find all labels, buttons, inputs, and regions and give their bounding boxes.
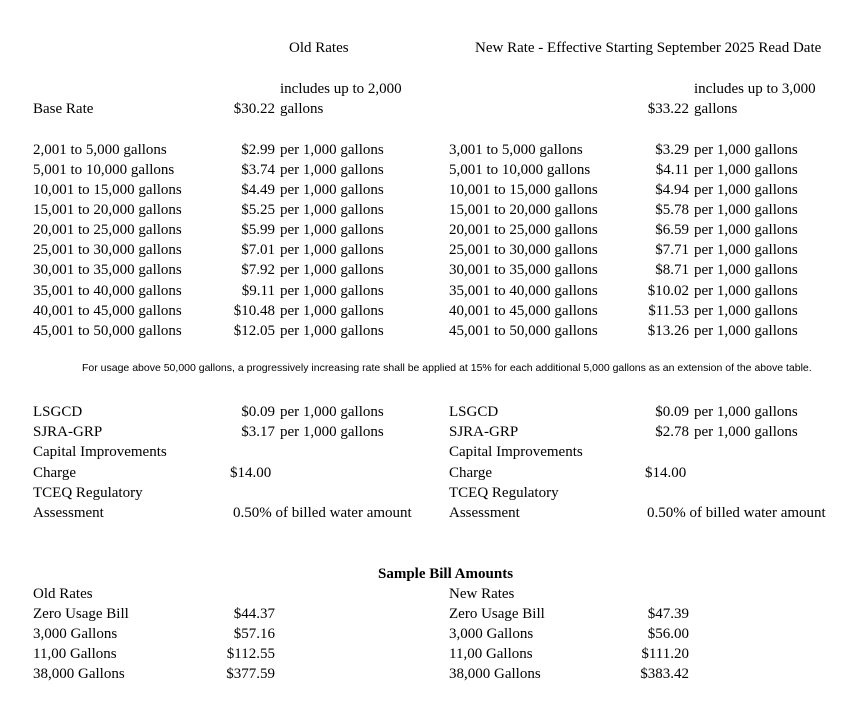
new-capital-label-line2: Charge (449, 465, 493, 481)
new-rates-header: New Rate - Effective Starting September 2025 Read Date (475, 40, 822, 56)
tier-price: $6.59 (655, 222, 689, 238)
sample-amount: $111.20 (641, 646, 689, 662)
tier-range: 15,001 to 20,000 gallons (449, 202, 598, 218)
tier-unit: per 1,000 gallons (694, 182, 798, 198)
tier-unit: per 1,000 gallons (694, 303, 798, 319)
new-base-includes: includes up to 3,000 (694, 81, 816, 97)
sample-label: 38,000 Gallons (33, 666, 125, 682)
tier-range: 5,001 to 10,000 gallons (449, 162, 591, 178)
tier-price: $5.99 (241, 222, 275, 238)
old-sjra-price: $3.17 (241, 424, 275, 440)
old-base-amount: $30.22 (233, 101, 275, 117)
old-lsgcd-unit: per 1,000 gallons (280, 404, 384, 420)
old-tceq-amount: 0.50% of billed water amount (233, 505, 412, 521)
tier-price: $4.11 (655, 162, 689, 178)
new-sjra-label: SJRA-GRP (449, 424, 519, 440)
tier-range: 35,001 to 40,000 gallons (33, 283, 182, 299)
sample-amount: $44.37 (233, 606, 275, 622)
tier-price: $7.01 (241, 242, 275, 258)
tier-unit: per 1,000 gallons (694, 162, 798, 178)
tier-price: $4.49 (241, 182, 275, 198)
tier-price: $12.05 (233, 323, 275, 339)
sample-label: 11,00 Gallons (449, 646, 533, 662)
new-lsgcd-unit: per 1,000 gallons (694, 404, 798, 420)
tier-range: 25,001 to 30,000 gallons (449, 242, 598, 258)
old-lsgcd-price: $0.09 (241, 404, 275, 420)
old-sjra-unit: per 1,000 gallons (280, 424, 384, 440)
sample-label: 11,00 Gallons (33, 646, 117, 662)
tier-unit: per 1,000 gallons (280, 182, 384, 198)
tier-price: $7.92 (241, 262, 275, 278)
tier-range: 20,001 to 25,000 gallons (33, 222, 182, 238)
tier-unit: per 1,000 gallons (694, 262, 798, 278)
new-base-amount: $33.22 (647, 101, 689, 117)
sample-amount: $47.39 (647, 606, 689, 622)
base-rate-label: Base Rate (33, 101, 94, 117)
tier-range: 10,001 to 15,000 gallons (449, 182, 598, 198)
tier-range: 30,001 to 35,000 gallons (33, 262, 182, 278)
tier-unit: per 1,000 gallons (694, 242, 798, 258)
tier-unit: per 1,000 gallons (280, 323, 384, 339)
new-capital-amount: $14.00 (645, 465, 687, 481)
tier-price: $3.74 (241, 162, 275, 178)
tier-range: 45,001 to 50,000 gallons (449, 323, 598, 339)
tier-unit: per 1,000 gallons (694, 323, 798, 339)
new-base-unit: gallons (694, 101, 738, 117)
tier-price: $8.71 (655, 262, 689, 278)
sample-label: Zero Usage Bill (449, 606, 545, 622)
old-sjra-label: SJRA-GRP (33, 424, 103, 440)
tier-price: $13.26 (647, 323, 689, 339)
tier-unit: per 1,000 gallons (280, 142, 384, 158)
tier-range: 45,001 to 50,000 gallons (33, 323, 182, 339)
sample-amount: $57.16 (233, 626, 275, 642)
old-tceq-label-line1: TCEQ Regulatory (33, 485, 143, 501)
tier-price: $2.99 (241, 142, 275, 158)
tier-range: 25,001 to 30,000 gallons (33, 242, 182, 258)
old-lsgcd-label: LSGCD (33, 404, 83, 420)
tier-unit: per 1,000 gallons (694, 222, 798, 238)
tier-price: $10.48 (233, 303, 275, 319)
tier-unit: per 1,000 gallons (694, 202, 798, 218)
new-lsgcd-price: $0.09 (655, 404, 689, 420)
new-capital-label-line1: Capital Improvements (449, 444, 583, 460)
tier-price: $7.71 (655, 242, 689, 258)
tier-range: 40,001 to 45,000 gallons (33, 303, 182, 319)
tier-range: 40,001 to 45,000 gallons (449, 303, 598, 319)
tier-unit: per 1,000 gallons (280, 222, 384, 238)
overage-note: For usage above 50,000 gallons, a progressively increasing rate shall be applied at 15% for each additional 5,000 gallons as an extension of the above table. (82, 362, 812, 374)
tier-price: $10.02 (647, 283, 689, 299)
sample-label: 38,000 Gallons (449, 666, 541, 682)
tier-unit: per 1,000 gallons (280, 303, 384, 319)
sample-label: 3,000 Gallons (33, 626, 118, 642)
sample-amount: $112.55 (226, 646, 275, 662)
old-base-unit: gallons (280, 101, 324, 117)
tier-range: 20,001 to 25,000 gallons (449, 222, 598, 238)
tier-range: 2,001 to 5,000 gallons (33, 142, 167, 158)
tier-range: 15,001 to 20,000 gallons (33, 202, 182, 218)
new-tceq-label-line1: TCEQ Regulatory (449, 485, 559, 501)
tier-unit: per 1,000 gallons (694, 142, 798, 158)
old-rates-header: Old Rates (289, 40, 349, 56)
sample-amount: $56.00 (647, 626, 689, 642)
sample-amount: $377.59 (226, 666, 275, 682)
sample-new-header: New Rates (449, 586, 515, 602)
tier-price: $11.53 (648, 303, 689, 319)
sample-label: Zero Usage Bill (33, 606, 129, 622)
tier-price: $4.94 (655, 182, 689, 198)
sample-amount: $383.42 (640, 666, 689, 682)
old-capital-label-line1: Capital Improvements (33, 444, 167, 460)
tier-range: 10,001 to 15,000 gallons (33, 182, 182, 198)
tier-price: $5.78 (655, 202, 689, 218)
tier-unit: per 1,000 gallons (694, 283, 798, 299)
old-capital-amount: $14.00 (230, 465, 272, 481)
new-sjra-price: $2.78 (655, 424, 689, 440)
tier-price: $3.29 (655, 142, 689, 158)
old-base-includes: includes up to 2,000 (280, 81, 402, 97)
tier-range: 3,001 to 5,000 gallons (449, 142, 583, 158)
tier-range: 30,001 to 35,000 gallons (449, 262, 598, 278)
new-tceq-amount: 0.50% of billed water amount (647, 505, 826, 521)
old-capital-label-line2: Charge (33, 465, 77, 481)
tier-range: 35,001 to 40,000 gallons (449, 283, 598, 299)
tier-unit: per 1,000 gallons (280, 283, 384, 299)
new-tceq-label-line2: Assessment (449, 505, 520, 521)
new-lsgcd-label: LSGCD (449, 404, 499, 420)
tier-range: 5,001 to 10,000 gallons (33, 162, 175, 178)
new-sjra-unit: per 1,000 gallons (694, 424, 798, 440)
old-tceq-label-line2: Assessment (33, 505, 104, 521)
sample-bill-title: Sample Bill Amounts (378, 566, 514, 582)
sample-old-header: Old Rates (33, 586, 93, 602)
tier-unit: per 1,000 gallons (280, 162, 384, 178)
tier-price: $5.25 (241, 202, 275, 218)
tier-unit: per 1,000 gallons (280, 242, 384, 258)
tier-price: $9.11 (241, 283, 275, 299)
tier-unit: per 1,000 gallons (280, 202, 384, 218)
sample-label: 3,000 Gallons (449, 626, 534, 642)
tier-unit: per 1,000 gallons (280, 262, 384, 278)
